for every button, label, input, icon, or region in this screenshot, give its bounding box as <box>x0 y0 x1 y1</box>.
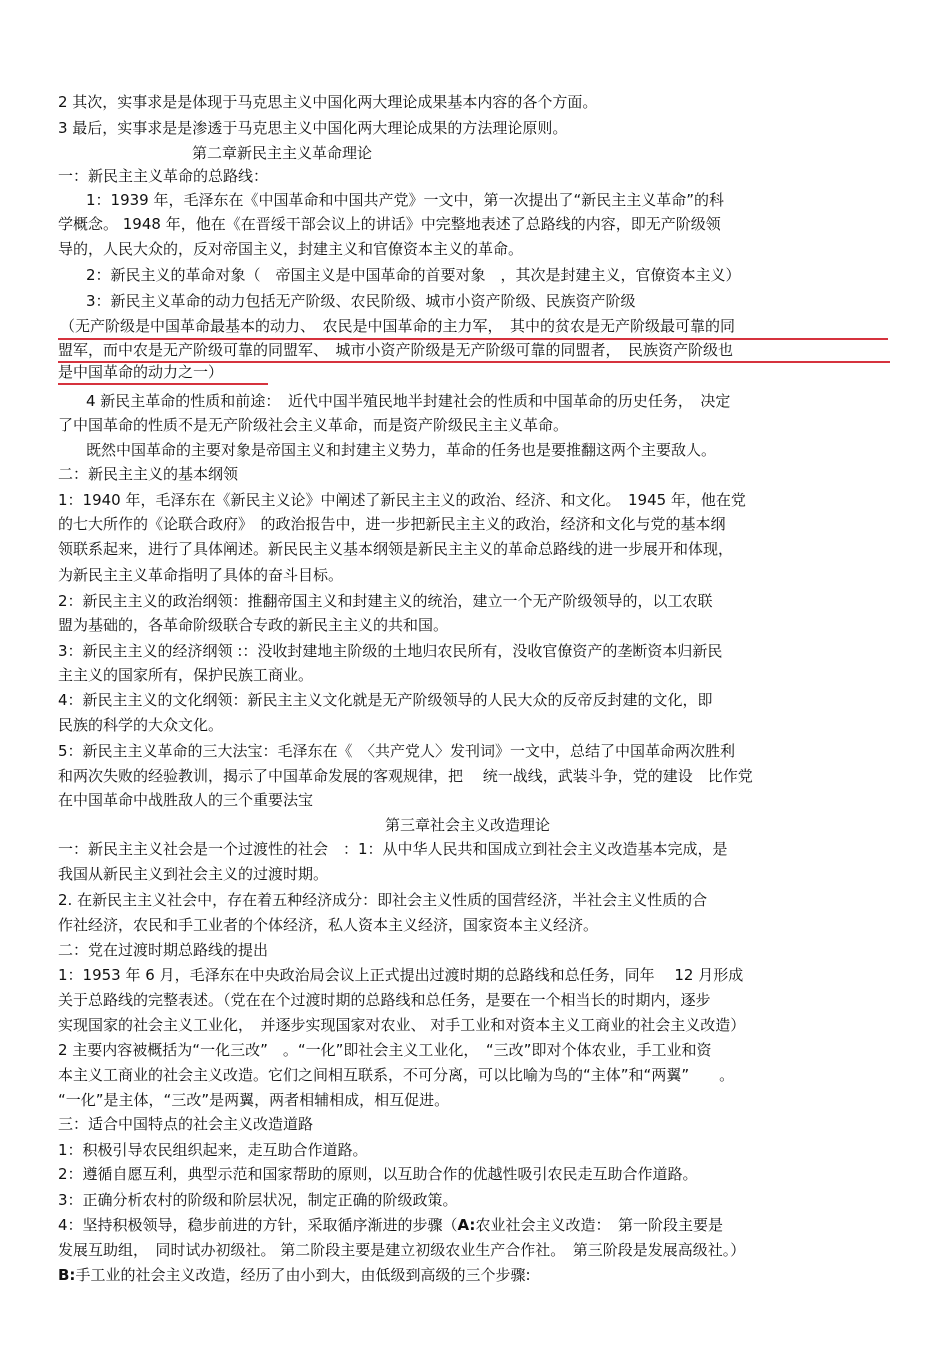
text-line: 1：积极引导农民组织起来，走互助合作道路。 <box>58 1141 368 1159</box>
text-line: 3：正确分析农村的阶级和阶层状况，制定正确的阶级政策。 <box>58 1191 458 1209</box>
text-segment-bold: A: <box>457 1216 476 1234</box>
text-segment: 4：坚持积极领导，稳步前进的方针，采取循序渐进的步骤（ <box>58 1216 458 1234</box>
text-line: 关于总路线的完整表述。（党在在个过渡时期的总路线和总任务，是要在一个相当长的时期内，逐步 <box>58 991 711 1009</box>
text-line: 2 主要内容被概括为“一化三改” 。“一化”即社会主义工业化， “三改”即对个体农业，手工业和资 <box>58 1041 712 1059</box>
chapter-heading: 第二章新民主主义革命理论 <box>192 144 373 162</box>
text-line: 民族的科学的大众文化。 <box>58 716 224 734</box>
text-line: 1：1939 年，毛泽东在《中国革命和中国共产党》一文中，第一次提出了“新民主主义革命”的科 <box>86 191 725 209</box>
text-segment: 农业社会主义改造： 第一阶段主要是 <box>475 1216 723 1234</box>
text-line: 盟为基础的，各革命阶级联合专政的新民主主义的共和国。 <box>58 616 449 634</box>
text-line: 2. 在新民主主义社会中，存在着五种经济成分：即社会主义性质的国营经济，半社会主义性质的合 <box>58 891 708 909</box>
text-line: 既然中国革命的主要对象是帝国主义和封建主义势力，革命的任务也是要推翻这两个主要敌人。 <box>86 441 717 459</box>
text-line: 3：新民主义革命的动力包括无产阶级、农民阶级、城市小资产阶级、民族资产阶级 <box>86 292 636 310</box>
text-line: 导的，人民大众的，反对帝国主义，封建主义和官僚资本主义的革命。 <box>58 240 524 258</box>
text-line: （无产阶级是中国革命最基本的动力、 农民是中国革命的主力军， 其中的贫农是无产阶级最可靠的同 <box>60 317 736 335</box>
text-line: 3 最后，实事求是是渗透于马克思主义中国化两大理论成果的方法理论原则。 <box>58 119 568 137</box>
text-line: 和两次失败的经验教训，揭示了中国革命发展的客观规律，把 统一战线，武装斗争，党的建设 比作党 <box>58 767 753 785</box>
text-segment: 手工业的社会主义改造，经历了由小到大，由低级到高级的三个步骤: <box>75 1266 531 1284</box>
text-line: 1：1940 年，毛泽东在《新民主义论》中阐述了新民主主义的政治、经济、和文化。 1945 年，他在党 <box>58 491 746 509</box>
text-line <box>58 1265 531 1285</box>
text-line: “一化”是主体，“三改”是两翼，两者相辅相成，相互促进。 <box>58 1091 450 1109</box>
text-line: 实现国家的社会主义工业化， 并逐步实现国家对农业、 对手工业和对资本主义工商业的社会主义改造） <box>58 1016 746 1034</box>
section-heading: 一：新民主主义革命的总路线： <box>58 167 269 185</box>
text-line: 领联系起来，进行了具体阐述。新民民主义基本纲领是新民主主义的革命总路线的进一步展开和体现， <box>58 540 734 558</box>
text-line: 2：新民主义的革命对象（ 帝国主义是中国革命的首要对象 ，其次是封建主义，官僚资本主义） <box>86 266 741 284</box>
text-line: 了中国革命的性质不是无产阶级社会主义革命，而是资产阶级民主主义革命。 <box>58 416 569 434</box>
text-line: 是中国革命的动力之一） <box>58 363 224 381</box>
text-line: 在中国革命中战胜敌人的三个重要法宝 <box>58 791 314 809</box>
text-line: 盟军，而中农是无产阶级可靠的同盟军、 城市小资产阶级是无产阶级可靠的同盟者， 民族资产阶级也 <box>58 341 734 359</box>
section-heading: 二：新民主主义的基本纲领 <box>58 465 239 483</box>
text-line <box>58 1215 723 1235</box>
text-segment-bold: B: <box>58 1266 76 1284</box>
text-line: 一：新民主主义社会是一个过渡性的社会 ：1：从中华人民共和国成立到社会主义改造基本完成，是 <box>58 840 728 858</box>
text-line: 发展互助组， 同时试办初级社。 第二阶段主要是建立初级农业生产合作社。 第三阶段是发展高级社。） <box>58 1241 746 1259</box>
text-line: 4 新民主革命的性质和前途： 近代中国半殖民地半封建社会的性质和中国革命的历史任务， 决定 <box>86 392 731 410</box>
text-line: 2：遵循自愿互利，典型示范和国家帮助的原则，以互助合作的优越性吸引农民走互助合作道路。 <box>58 1165 698 1183</box>
text-line: 主主义的国家所有，保护民族工商业。 <box>58 666 314 684</box>
text-line: 2：新民主主义的政治纲领：推翻帝国主义和封建主义的统治，建立一个无产阶级领导的，以工农联 <box>58 592 713 610</box>
text-line: 3：新民主主义的经济纲领 :：没收封建地主阶级的土地归农民所有，没收官僚资产的垄断资本归新民 <box>58 642 723 660</box>
section-heading: 二：党在过渡时期总路线的提出 <box>58 941 269 959</box>
text-line: 学概念。 1948 年，他在《在晋绥干部会议上的讲话》中完整地表述了总路线的内容，即无产阶级领 <box>58 215 721 233</box>
text-line: 4：新民主主义的文化纲领：新民主主义文化就是无产阶级领导的人民大众的反帝反封建的文化，即 <box>58 691 713 709</box>
section-heading: 三：适合中国特点的社会主义改造道路 <box>58 1115 314 1133</box>
text-line: 作社经济，农民和手工业者的个体经济，私人资本主义经济，国家资本主义经济。 <box>58 916 599 934</box>
chapter-heading: 第三章社会主义改造理论 <box>385 816 551 834</box>
text-line: 我国从新民主义到社会主义的过渡时期。 <box>58 865 329 883</box>
text-line: 1：1953 年 6 月，毛泽东在中央政治局会议上正式提出过渡时期的总路线和总任务，同年 12 月形成 <box>58 966 744 984</box>
text-line: 的七大所作的《论联合政府》 的政治报告中，进一步把新民主主义的政治，经济和文化与党的基本纲 <box>58 515 726 533</box>
text-line: 本主义工商业的社会主义改造。它们之间相互联系，不可分离，可以比喻为鸟的“主体”和“两翼” 。 <box>58 1066 735 1084</box>
red-underline <box>58 383 268 385</box>
text-line: 2 其次，实事求是是体现于马克思主义中国化两大理论成果基本内容的各个方面。 <box>58 93 598 111</box>
text-line: 为新民主主义革命指明了具体的奋斗目标。 <box>58 566 344 584</box>
text-line: 5：新民主主义革命的三大法宝：毛泽东在《 〈共产党人〉发刊词》一文中，总结了中国革命两次胜利 <box>58 742 736 760</box>
